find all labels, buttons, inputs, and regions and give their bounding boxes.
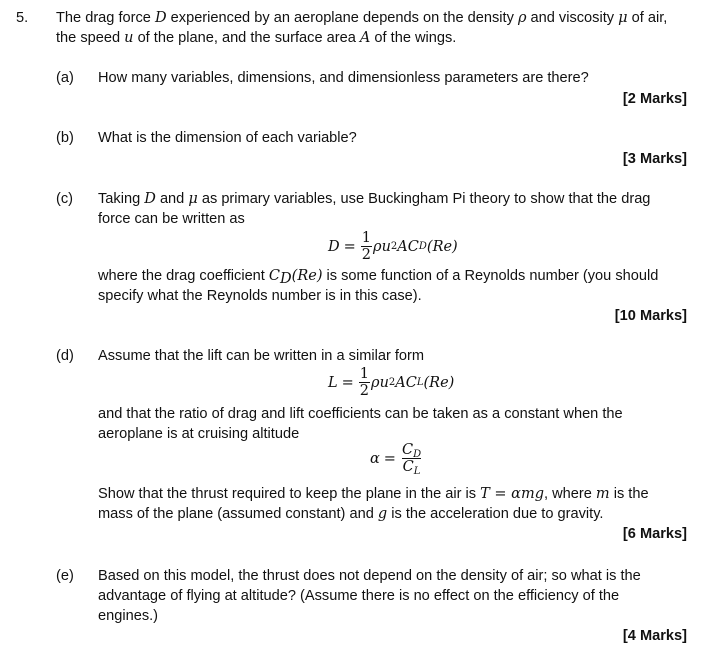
question-number: 5. bbox=[16, 10, 29, 26]
part-d-text: , where bbox=[543, 486, 596, 502]
eq-equals: = bbox=[341, 374, 354, 391]
symbol-Re: (Re) bbox=[291, 268, 323, 284]
part-d-text: is the acceleration due to gravity. bbox=[387, 506, 604, 522]
part-c-text: where the drag coefficient bbox=[98, 268, 269, 284]
question-intro-line-1 bbox=[56, 8, 688, 28]
part-d-text: mass of the plane (assumed constant) and bbox=[98, 506, 378, 522]
eq-half-fraction bbox=[359, 366, 370, 399]
num-C: C bbox=[401, 442, 414, 458]
part-c-line-2: force can be written as bbox=[98, 211, 245, 227]
eq-A: A bbox=[395, 374, 406, 391]
frac-numerator bbox=[401, 442, 422, 458]
symbol-g: g bbox=[377, 506, 388, 522]
frac-numerator: 1 bbox=[361, 230, 372, 246]
part-c-line-4: specify what the Reynolds number is in this case). bbox=[98, 288, 422, 304]
symbol-u: u bbox=[124, 30, 134, 46]
part-c-line-3 bbox=[98, 266, 688, 286]
intro-text: experienced by an aeroplane depends on the density bbox=[166, 10, 518, 26]
den-C: C bbox=[402, 459, 414, 475]
num-sub-D: D bbox=[413, 449, 422, 460]
part-c-text: as primary variables, use Buckingham Pi theory to show that the drag bbox=[197, 191, 651, 207]
frac-numerator: 1 bbox=[359, 366, 370, 382]
eq-alpha: α bbox=[370, 450, 380, 467]
symbol-equals: = bbox=[494, 486, 507, 502]
ratio-equation bbox=[370, 442, 423, 475]
lift-equation: L = $\frac{1}{2}$ ρ u 2 A C L (Re) bbox=[328, 366, 455, 399]
part-e-line-2: advantage of flying at altitude? (Assume there is no effect on the efficiency of the bbox=[98, 588, 620, 604]
part-d-line-4 bbox=[98, 484, 688, 504]
frac-denominator: 2 bbox=[359, 383, 370, 399]
symbol-T: T bbox=[480, 486, 490, 502]
part-d-line-2: and that the ratio of drag and lift coefficients can be taken as a constant when the bbox=[98, 406, 623, 422]
part-a-label: (a) bbox=[56, 70, 74, 86]
eq-C: C bbox=[407, 238, 419, 255]
eq-rho: ρ bbox=[373, 238, 382, 255]
intro-text: of air, bbox=[627, 10, 668, 26]
eq-Re: (Re) bbox=[426, 238, 458, 255]
eq-L: L bbox=[328, 374, 338, 391]
symbol-sub-D: D bbox=[280, 271, 292, 287]
part-e-marks: [4 Marks] bbox=[622, 628, 687, 644]
part-d-label: (d) bbox=[56, 348, 74, 364]
part-a-text: How many variables, dimensions, and dimensionless parameters are there? bbox=[98, 70, 589, 86]
intro-text: and viscosity bbox=[526, 10, 619, 26]
eq-equals: = bbox=[343, 238, 356, 255]
part-c-text: Taking bbox=[98, 191, 145, 207]
symbol-C: C bbox=[268, 268, 281, 284]
frac-denominator bbox=[402, 458, 422, 475]
eq-u: u bbox=[381, 238, 391, 255]
part-d-text: Show that the thrust required to keep the plane in the air is bbox=[98, 486, 481, 502]
intro-text: of the wings. bbox=[370, 30, 457, 46]
part-e-label: (e) bbox=[56, 568, 74, 584]
symbol-A: A bbox=[359, 30, 371, 46]
part-c-text: and bbox=[155, 191, 189, 207]
eq-C: C bbox=[405, 374, 417, 391]
symbol-amg: αmg bbox=[511, 486, 544, 502]
part-c-marks: [10 Marks] bbox=[614, 308, 687, 324]
eq-ratio-fraction bbox=[401, 442, 422, 475]
part-b-text: What is the dimension of each variable? bbox=[98, 130, 357, 146]
question-intro-line-2 bbox=[56, 28, 688, 48]
symbol-D: D bbox=[154, 10, 167, 26]
part-b-label: (b) bbox=[56, 130, 74, 146]
symbol-m: m bbox=[595, 486, 610, 502]
part-c-line-1 bbox=[98, 189, 688, 209]
eq-Re: (Re) bbox=[423, 374, 455, 391]
frac-denominator: 2 bbox=[361, 247, 372, 263]
symbol-mu: μ bbox=[188, 191, 198, 207]
symbol-mu: μ bbox=[618, 10, 628, 26]
part-d-text: is the bbox=[609, 486, 649, 502]
eq-A: A bbox=[397, 238, 408, 255]
part-c-text: is some function of a Reynolds number (you should bbox=[322, 268, 659, 284]
part-e-line-1: Based on this model, the thrust does not depend on the density of air; so what is the bbox=[98, 568, 641, 584]
drag-equation: D = $\frac{1}{2}$ ρ u 2 A C D (Re) bbox=[328, 230, 458, 263]
part-d-line-3: aeroplane is at cruising altitude bbox=[98, 426, 300, 442]
part-d-line-1: Assume that the lift can be written in a similar form bbox=[98, 348, 425, 364]
intro-text: of the plane, and the surface area bbox=[133, 30, 360, 46]
part-a-marks: [2 Marks] bbox=[622, 91, 687, 107]
part-d-marks: [6 Marks] bbox=[622, 526, 687, 542]
intro-text: the speed bbox=[56, 30, 125, 46]
eq-half-fraction bbox=[361, 230, 372, 263]
den-sub-L: L bbox=[413, 466, 421, 477]
intro-text: The drag force bbox=[56, 10, 155, 26]
symbol-rho: ρ bbox=[517, 10, 527, 26]
part-d-line-5 bbox=[98, 504, 688, 524]
part-e-line-3: engines.) bbox=[98, 608, 159, 624]
eq-u: u bbox=[379, 374, 389, 391]
part-c-label: (c) bbox=[56, 191, 74, 207]
eq-D: D bbox=[328, 238, 340, 255]
symbol-D: D bbox=[144, 191, 156, 207]
part-b-marks: [3 Marks] bbox=[622, 151, 687, 167]
eq-equals: = bbox=[383, 450, 396, 467]
eq-rho: ρ bbox=[371, 374, 380, 391]
